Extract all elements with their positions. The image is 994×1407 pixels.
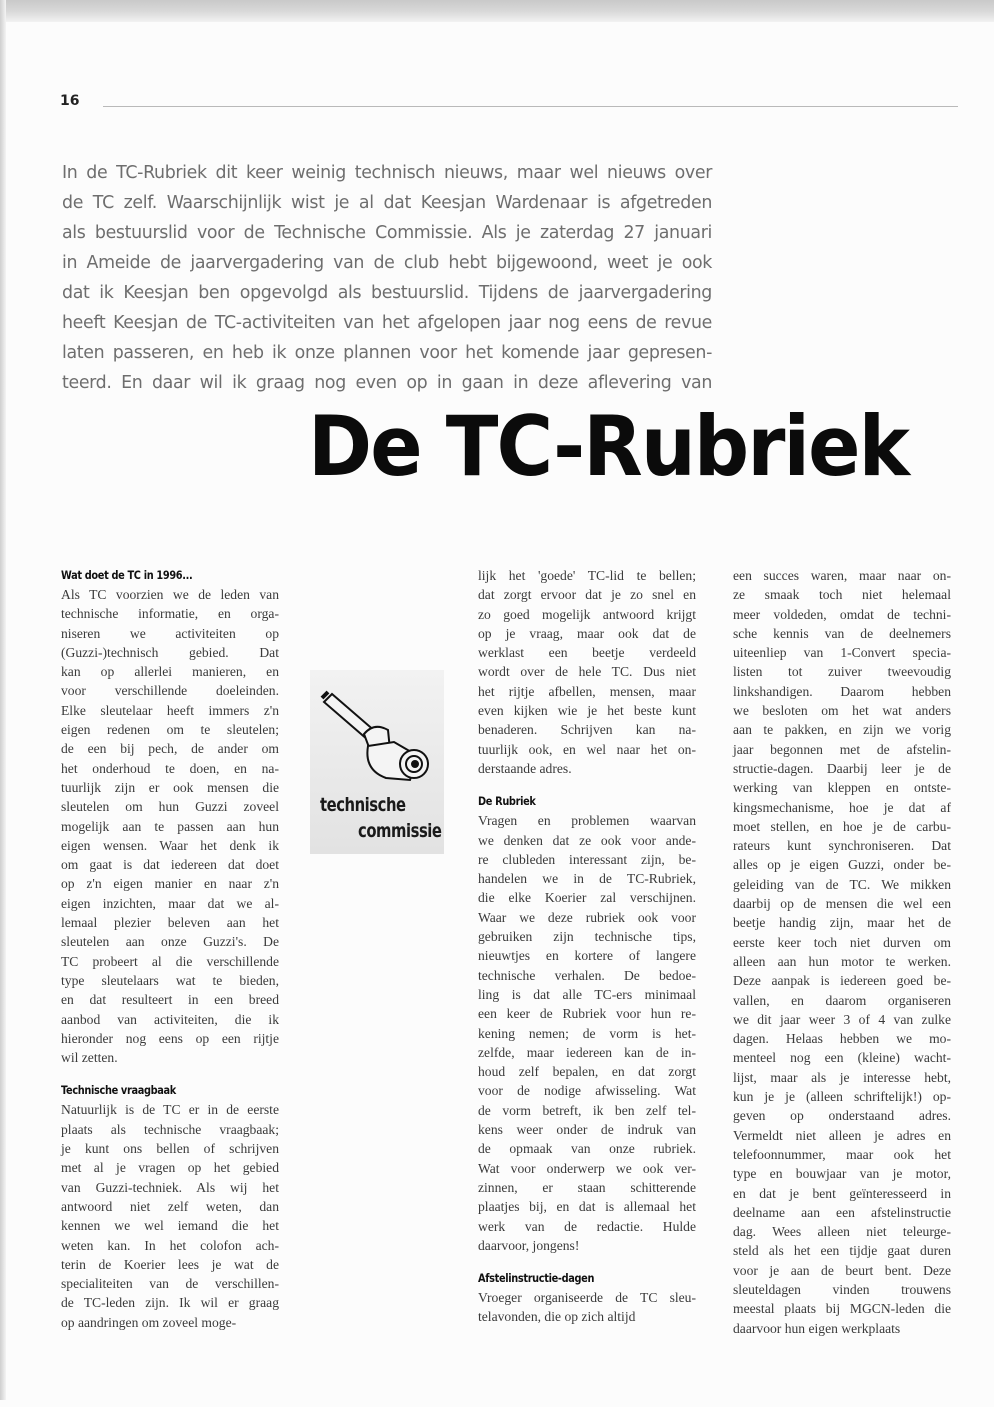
text-line: technische informatie, en orga- <box>61 606 279 622</box>
text-line: alleen aan hun motor te werken. <box>733 953 951 969</box>
text-line: het onderhoud te doen, en na- <box>61 760 279 776</box>
paragraph <box>478 1288 696 1327</box>
text-line: beetje handig zijn, maar het de <box>733 915 951 931</box>
text-line: wil zetten. <box>61 1050 118 1066</box>
text-line: terin de Koerier lees je wat de <box>61 1256 279 1272</box>
text-line: aanbod van activiteiten, die ik <box>61 1011 279 1027</box>
text-line: telefoonnummer, maar ook het <box>733 1146 951 1162</box>
text-line: hieronder nog eens op een rijtje <box>61 1030 279 1046</box>
text-line: eigen inzichten, maar dat we al- <box>61 895 279 911</box>
text-line: even kijken wie je het beste kunt <box>478 703 696 719</box>
text-line: een succes waren, maar naar on- <box>733 568 951 583</box>
text-line: de een bij pech, de ander om <box>61 741 279 757</box>
text-line: deelname aan een afstelinstructie <box>733 1204 951 1220</box>
text-line: lemaal plezier beleven aan het <box>61 915 279 931</box>
text-line: Vragen en problemen waarvan <box>478 813 696 829</box>
text-line: lijk het 'goede' TC-lid te bellen; <box>478 568 696 583</box>
intro-line: laten passeren, en heb ik onze plannen voor het komende jaar gepresen- <box>62 343 712 363</box>
text-line: meestal plaats bij MGCN-leden die <box>733 1301 951 1317</box>
text-line: dat zorgt ervoor dat je zo snel en <box>478 587 696 603</box>
text-line: Deze aanpak is iedereen goed be- <box>733 973 951 989</box>
text-line: de vorm betreft, ik ben zelf tel- <box>478 1102 696 1118</box>
intro-line: teerd. En daar wil ik graag nog even op in gaan in deze aflevering van <box>62 373 712 393</box>
text-line: TC probeert al die verschillende <box>61 953 279 969</box>
text-line: met al je vragen op het gebied <box>61 1160 279 1176</box>
section-heading-technische-vraagbaak: Technische vraagbaak <box>61 1083 176 1098</box>
text-line: we denken dat ze ook voor ande- <box>478 832 696 848</box>
text-line: kun je je (alleen schriftelijk!) op- <box>733 1089 951 1105</box>
text-line: aan te pakken, en zijn we vorig <box>733 722 951 738</box>
text-line: de opmaak van onze rubriek. <box>478 1141 696 1157</box>
text-line: niseren we activiteiten op <box>61 625 279 641</box>
text-line: ze smaak toch niet helemaal <box>733 587 951 603</box>
text-line: linkshandigen. Daarom hebben <box>733 683 951 699</box>
text-line: antwoord niet zelf weten, dan <box>61 1198 279 1214</box>
column-1 <box>61 566 279 1332</box>
text-line: plaatjes bij, en dat is allemaal het <box>478 1199 696 1215</box>
text-line: weten kan. In het colofon ach- <box>61 1237 279 1253</box>
section-heading-de-rubriek: De Rubriek <box>478 794 536 809</box>
text-line: werk van de redactie. Hulde <box>478 1218 696 1234</box>
text-line: houd zelf bepalen, en dat zorgt <box>478 1064 696 1080</box>
text-line: Elke sleutelaar heeft immers z'n <box>61 702 279 718</box>
text-line: de TC-leden zijn. Ik wil er graag <box>61 1295 279 1311</box>
text-line: type en bouwjaar van je motor, <box>733 1166 951 1182</box>
text-line: mogelijk aan te passen aan hun <box>61 818 279 834</box>
text-line: werking van kleppen en ontste- <box>733 780 951 796</box>
page-number: 16 <box>60 93 80 109</box>
section-heading-afstelinstructie-dagen: Afstelinstructie-dagen <box>478 1271 595 1286</box>
text-line: dagen. Helaas hebben we mo- <box>733 1031 951 1047</box>
text-line: plaats als technische vraagbaak; <box>61 1121 279 1137</box>
text-line: sche kennis van de deelnemers <box>733 625 951 641</box>
text-line: wordt over de hele TC. Dus niet <box>478 664 696 680</box>
text-line: telavonden, die op zich altijd <box>478 1309 636 1325</box>
text-line: eigen redenen om te sleutelen; <box>61 722 279 738</box>
tc-logo <box>310 670 444 854</box>
text-line: tuurlijk ook, en wel naar het on- <box>478 741 696 757</box>
text-line: kan op allerlei manieren, en <box>61 664 279 680</box>
text-line: sleuteldagen vinden trouwens <box>733 1281 951 1297</box>
logo-text-technische: technische <box>320 794 406 816</box>
text-line: werklast een beetje verdeeld <box>478 645 696 661</box>
text-line: die elke Koerier zal verschijnen. <box>478 890 696 906</box>
text-line: zo goed mogelijk antwoord krijgt <box>478 606 696 622</box>
text-line: en dat resulteert in een breed <box>61 992 279 1008</box>
text-line: gebruiken zijn technische tips, <box>478 929 696 945</box>
page-top-edge-shadow <box>0 0 994 22</box>
text-line: en dat je bent geïnteresseerd in <box>733 1185 951 1201</box>
text-line: Natuurlijk is de TC er in de eerste <box>61 1102 279 1118</box>
text-line: lijst, maar als je interesse hebt, <box>733 1069 951 1085</box>
intro-line: als bestuurslid voor de Technische Commissie. Als je zaterdag 27 januari <box>62 223 712 243</box>
article-title: De TC-Rubriek <box>308 398 909 495</box>
text-line: rateurs kunt synchroniseren. Dat <box>733 838 951 854</box>
text-line: daarvoor hun eigen werkplaats <box>733 1320 901 1336</box>
crankshaft-icon <box>316 684 438 796</box>
text-line: op aandringen om zoveel moge- <box>61 1314 237 1330</box>
text-line: geven op onderstaand adres. <box>733 1108 951 1124</box>
text-line: een keer de Rubriek voor hun re- <box>478 1006 696 1022</box>
text-line: je kunt ons bellen of schrijven <box>61 1141 279 1157</box>
column-2 <box>478 566 696 1327</box>
text-line: voor de nodige afwisseling. Wat <box>478 1083 696 1099</box>
text-line: type sleutelaars wat te bieden, <box>61 972 279 988</box>
intro-line: heeft Keesjan de TC-activiteiten van het afgelopen jaar nog eens de revue <box>62 313 712 333</box>
text-line: moet stellen, en hoe je de carbu- <box>733 818 951 834</box>
text-line: daarbij op de mensen die wel een <box>733 896 951 912</box>
text-line: eigen wensen. Waar het denk ik <box>61 837 279 853</box>
text-line: uiteenliep van 1-Convert specia- <box>733 645 951 661</box>
text-line: sleutelen om hun Guzzi zoveel <box>61 799 279 815</box>
text-line: kingsmechanisme, hoe je dat af <box>733 799 951 815</box>
text-line: benaderen. Schrijven kan na- <box>478 722 696 738</box>
text-line: we besloten om het wat anders <box>733 703 951 719</box>
text-line: specialiteiten van de verschillen- <box>61 1276 279 1292</box>
paragraph <box>478 566 696 778</box>
text-line: technische verhalen. De bedoe- <box>478 967 696 983</box>
text-line: Waar we deze rubriek ook voor <box>478 909 696 925</box>
paragraph <box>733 566 951 1338</box>
intro-line: dat ik Keesjan ben opgevolgd als bestuurslid. Tijdens de jaarvergadering <box>62 283 712 303</box>
text-line: op z'n eigen manier en naar z'n <box>61 876 279 892</box>
text-line: menteel nog een (kleine) wacht- <box>733 1050 951 1066</box>
text-line: voor verschillende doeleinden. <box>61 683 279 699</box>
header-rule <box>103 106 958 107</box>
text-line: Vermeldt niet alleen je adres en <box>733 1127 951 1143</box>
text-line: structie-dagen. Daarbij leer je de <box>733 760 951 776</box>
text-line: dag. Wees alleen niet teleurge- <box>733 1224 951 1240</box>
intro-line: de TC zelf. Waarschijnlijk wist je al dat Keesjan Wardenaar is afgetreden <box>62 193 712 213</box>
text-line: zinnen, er staan schitterende <box>478 1179 696 1195</box>
page-left-edge-shadow <box>0 0 6 1400</box>
column-3 <box>733 566 951 1338</box>
text-line: eerste keer toch niet durven om <box>733 934 951 950</box>
text-line: vallen, en daarom organiseren <box>733 992 951 1008</box>
paragraph <box>61 585 279 1067</box>
text-line: steld als het een tijdje gaat duren <box>733 1243 951 1259</box>
text-line: om gaat is dat iedereen dat doet <box>61 857 279 873</box>
logo-text-commissie: commissie <box>358 820 442 842</box>
text-line: van Guzzi-techniek. Als wij het <box>61 1179 279 1195</box>
text-line: sleutelen aan onze Guzzi's. De <box>61 934 279 950</box>
text-line: ling is dat alle TC-ers minimaal <box>478 986 696 1002</box>
intro-paragraph <box>62 158 712 398</box>
text-line: zelfde, maar iedereen kan de in- <box>478 1044 696 1060</box>
text-line: Vroeger organiseerde de TC sleu- <box>478 1290 696 1306</box>
text-line: kening nemen; de vorm is het- <box>478 1025 696 1041</box>
text-line: listen tot zuiver tweevoudig <box>733 664 951 680</box>
section-heading-wat-doet-de-tc: Wat doet de TC in 1996... <box>61 568 193 582</box>
text-line: derstaande adres. <box>478 760 572 776</box>
text-line: kens weer onder de indruk van <box>478 1122 696 1138</box>
text-line: op je vraag, maar ook dat de <box>478 625 696 641</box>
intro-line: In de TC-Rubriek dit keer weinig technisch nieuws, maar wel nieuws over <box>62 163 712 183</box>
text-line: geleiding van de TC. We mikken <box>733 876 951 892</box>
text-line: Als TC voorzien we de leden van <box>61 587 279 602</box>
text-line: Wat voor onderwerp we ook ver- <box>478 1160 696 1176</box>
text-line: re clubleden interessant zijn, be- <box>478 851 696 867</box>
text-line: nieuwtjes en kortere of langere <box>478 948 696 964</box>
text-line: meer voldeden, omdat de techni- <box>733 606 951 622</box>
intro-line: in Ameide de jaarvergadering van de club hebt bijgewoond, weet je ook <box>62 253 712 273</box>
text-line: (Guzzi-)technisch gebied. Dat <box>61 644 279 660</box>
text-line: we dit jaar weer 3 of 4 van zulke <box>733 1011 951 1027</box>
text-line: het rijtje afbellen, mensen, maar <box>478 683 696 699</box>
text-line: jaar begonnen met de afstelin- <box>733 741 951 757</box>
paragraph <box>478 811 696 1255</box>
text-line: alles op je eigen Guzzi, onder be- <box>733 857 951 873</box>
text-line: tuurlijk zijn er ook mensen die <box>61 779 279 795</box>
text-line: voor je aan de beurt bent. Deze <box>733 1262 951 1278</box>
text-line: kennen we wel iemand die het <box>61 1218 279 1234</box>
text-line: handelen we in de TC-Rubriek, <box>478 871 696 887</box>
paragraph <box>61 1100 279 1332</box>
text-line: daarvoor, jongens! <box>478 1237 580 1253</box>
